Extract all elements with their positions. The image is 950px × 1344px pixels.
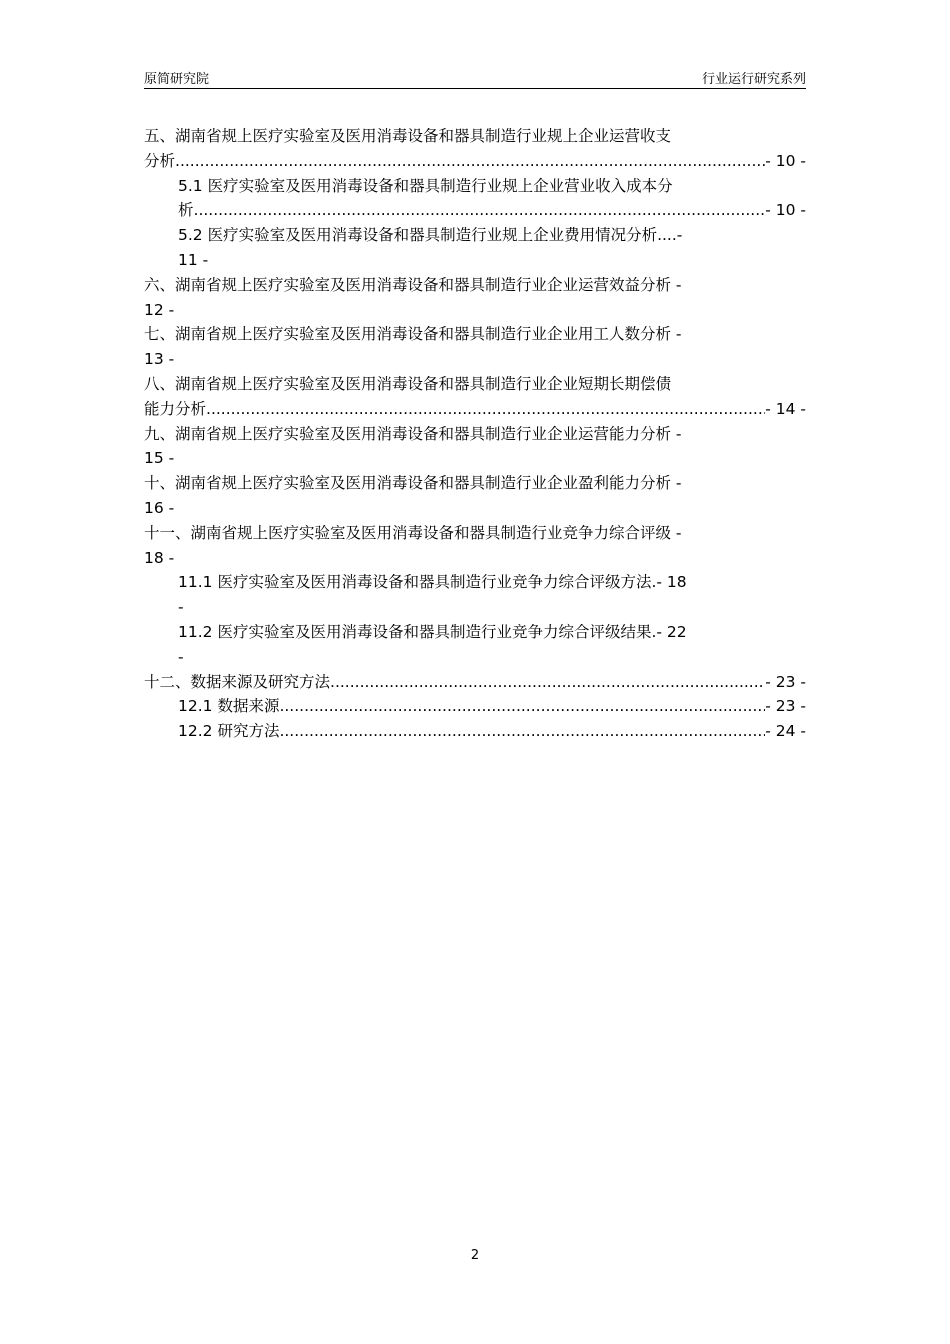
toc-entry-10-line2: 16 -	[144, 498, 175, 517]
toc-entry-11-line2: 18 -	[144, 548, 175, 567]
toc-entry-text: 析	[178, 201, 194, 220]
dot-leader	[175, 149, 765, 174]
toc-entry-12[interactable]	[144, 670, 806, 695]
toc-entry-5-line1[interactable]: 五、湖南省规上医疗实验室及医用消毒设备和器具制造行业规上企业运营收支	[144, 127, 672, 145]
toc-page-number: - 23 -	[765, 697, 806, 716]
toc-entry-text: 12.2 研究方法	[178, 722, 280, 741]
toc-entry-5-1-line1[interactable]: 5.1 医疗实验室及医用消毒设备和器具制造行业规上企业营业收入成本分	[178, 176, 673, 195]
toc-entry-12-1[interactable]	[144, 694, 806, 719]
toc-entry-5-2-line2: 11 -	[178, 250, 209, 269]
toc-entry-7-line1[interactable]: 七、湖南省规上医疗实验室及医用消毒设备和器具制造行业企业用工人数分析 -	[144, 325, 682, 344]
toc-entry-11-1-line2: -	[178, 598, 184, 617]
toc-entry-8-line1[interactable]: 八、湖南省规上医疗实验室及医用消毒设备和器具制造行业企业短期长期偿债	[144, 374, 672, 393]
toc-entry-6-line2: 12 -	[144, 300, 175, 319]
page-header-left: 原简研究院	[144, 72, 210, 87]
dot-leader	[194, 198, 766, 223]
toc-entry-6-line1[interactable]: 六、湖南省规上医疗实验室及医用消毒设备和器具制造行业企业运营效益分析 -	[144, 275, 682, 294]
header-rule	[144, 88, 806, 89]
toc-entry-12-2[interactable]	[144, 719, 806, 744]
toc-entry-text: 能力分析	[144, 399, 207, 418]
toc-entry-5-1-line2[interactable]	[144, 198, 806, 223]
toc-entry-11-2-line1[interactable]: 11.2 医疗实验室及医用消毒设备和器具制造行业竞争力综合评级结果.- 22	[178, 622, 687, 641]
toc-entry-text: 分析	[144, 151, 176, 170]
dot-leader	[279, 719, 765, 744]
page-number: 2	[470, 1248, 480, 1263]
page-header-right: 行业运行研究系列	[701, 72, 806, 87]
toc-page-number: - 23 -	[765, 672, 806, 691]
dot-leader	[206, 397, 765, 422]
toc-entry-text: 12.1 数据来源	[178, 697, 280, 716]
toc-entry-7-line2: 13 -	[144, 350, 175, 369]
toc-entry-11-1-line1[interactable]: 11.1 医疗实验室及医用消毒设备和器具制造行业竞争力综合评级方法.- 18	[178, 573, 687, 592]
dot-leader	[279, 694, 765, 719]
toc-entry-11-2-line2: -	[178, 647, 184, 666]
toc-entry-11-line1[interactable]: 十一、湖南省规上医疗实验室及医用消毒设备和器具制造行业竞争力综合评级 -	[144, 523, 682, 542]
table-of-contents	[144, 124, 806, 744]
toc-entry-10-line1[interactable]: 十、湖南省规上医疗实验室及医用消毒设备和器具制造行业企业盈利能力分析 -	[144, 474, 682, 493]
toc-page-number: - 24 -	[765, 722, 806, 741]
dot-leader	[330, 670, 765, 695]
toc-entry-8-line2[interactable]	[144, 397, 806, 422]
toc-entry-5-2-line1[interactable]: 5.2 医疗实验室及医用消毒设备和器具制造行业规上企业费用情况分析....-	[178, 226, 683, 245]
toc-entry-9-line1[interactable]: 九、湖南省规上医疗实验室及医用消毒设备和器具制造行业企业运营能力分析 -	[144, 424, 682, 443]
toc-page-number: - 14 -	[765, 399, 806, 418]
toc-page-number: - 10 -	[765, 151, 806, 170]
toc-page-number: - 10 -	[765, 201, 806, 220]
toc-entry-9-line2: 15 -	[144, 449, 175, 468]
toc-entry-text: 十二、数据来源及研究方法	[144, 672, 331, 691]
toc-entry-5-line2[interactable]	[144, 149, 806, 174]
